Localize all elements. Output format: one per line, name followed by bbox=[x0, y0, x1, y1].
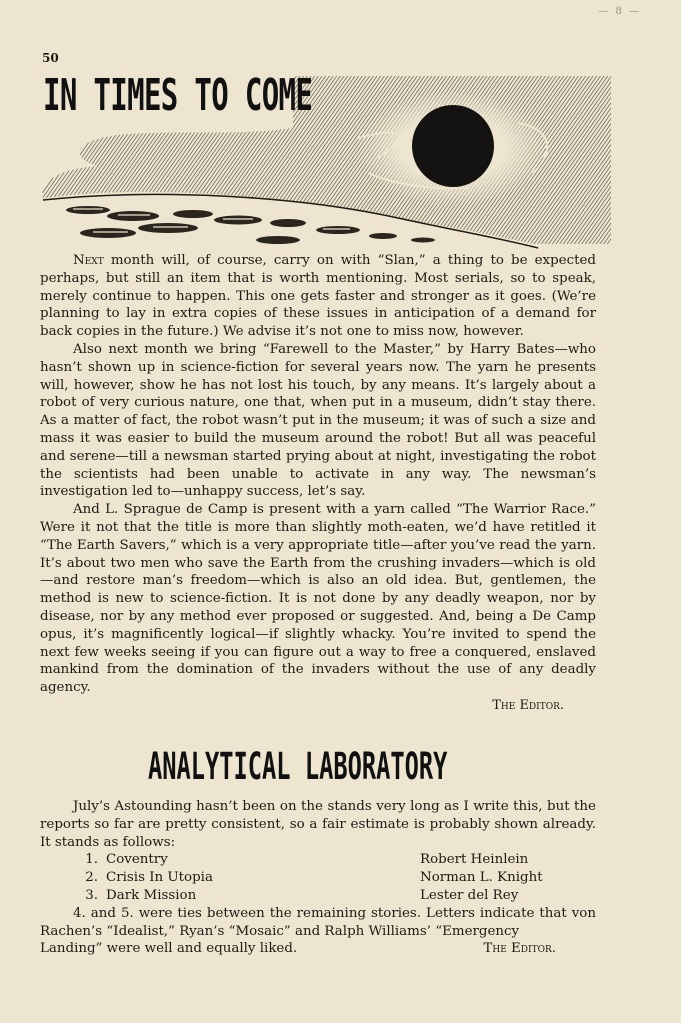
list-item: 1. Coventry Robert Heinlein bbox=[85, 852, 529, 868]
lab-intro: July’s Astounding hasn’t been on the stands very long as I write this, but the reports so far are pretty consistent, so a fair estimate is probably shown already. It stands as follows: bbox=[40, 799, 596, 850]
page-number: 50 bbox=[42, 51, 59, 65]
lab-text bbox=[40, 798, 596, 958]
rankings-list bbox=[40, 851, 596, 904]
paragraph-1: Next month will, of course, carry on with “Slan,” a thing to be expected perhaps, but still an item that is worth mentioning. Most serials, so to speak, merely continue to happen. This one gets faster and stronger as it goes. (We’re planning to lay in extra copies of these issues in anticipation of a demand for back copies in the future.) We advise it’s not one to miss now, however. bbox=[40, 253, 596, 340]
section-title-in-times-to-come: IN TIMES TO COME bbox=[43, 70, 313, 121]
lab-signature: The Editor. bbox=[483, 941, 556, 957]
paragraph-2: Also next month we bring “Farewell to the Master,” by Harry Bates—who hasn’t shown up in science-fiction for several years now. The yarn he presents will, however, show he has not lost his touch, by any means. It’s largely about a robot of very curious nature, one that, when put in a museum, didn’t stay there. As a matter of fact, the robot wasn’t put in the museum; it was of such a size and mass it was easier to build the museum around the robot! But all was peaceful and serene—till a newsman started prying about at night, investigating the robot the scientists had been unable to activate in any way. The newsman’s investigation led to—unhappy success, let’s say. bbox=[40, 341, 596, 500]
lab-closing-last-line: Landing” were well and equally liked. The Editor. bbox=[40, 940, 596, 958]
list-item: 2. Crisis In Utopia Norman L. Knight bbox=[85, 870, 543, 886]
section-title-analytical-laboratory: ANALYTICAL LABORATORY bbox=[148, 745, 448, 788]
editorial-text bbox=[40, 252, 596, 715]
lab-closing: 4. and 5. were ties between the remaining stories. Letters indicate that von Rachen’s “Idealist,” Ryan’s “Mosaic” and Ralph Williams’ “Emergency bbox=[40, 905, 596, 939]
editor-signature: The Editor. bbox=[492, 697, 564, 713]
corner-mark: — 8 — bbox=[598, 6, 641, 17]
list-item: 3. Dark Mission Lester del Rey bbox=[85, 887, 519, 903]
paragraph-3: And L. Sprague de Camp is present with a yarn called “The Warrior Race.” Were it not that the title is more than slightly moth-eaten, we’d have retitled it “The Earth Savers,” which is a very appropriate title—after you’ve read the yarn. It’s about two men who save the Earth from the crushing invaders—which is old—and restore man’s freedom—which is also an old idea. But, gentlemen, the method is new to science-fiction. It is not done by any deadly weapon, nor by disease, nor by any method ever proposed or suggested. And, being a De Camp opus, it’s magnificently logical—if slightly whacky. You’re invited to spend the next few weeks seeing if you can figure out a way to free a conquered, enslaved mankind from the domination of the invaders without the use of any deadly agency. bbox=[40, 502, 596, 696]
eclipsed-sun bbox=[412, 105, 494, 187]
